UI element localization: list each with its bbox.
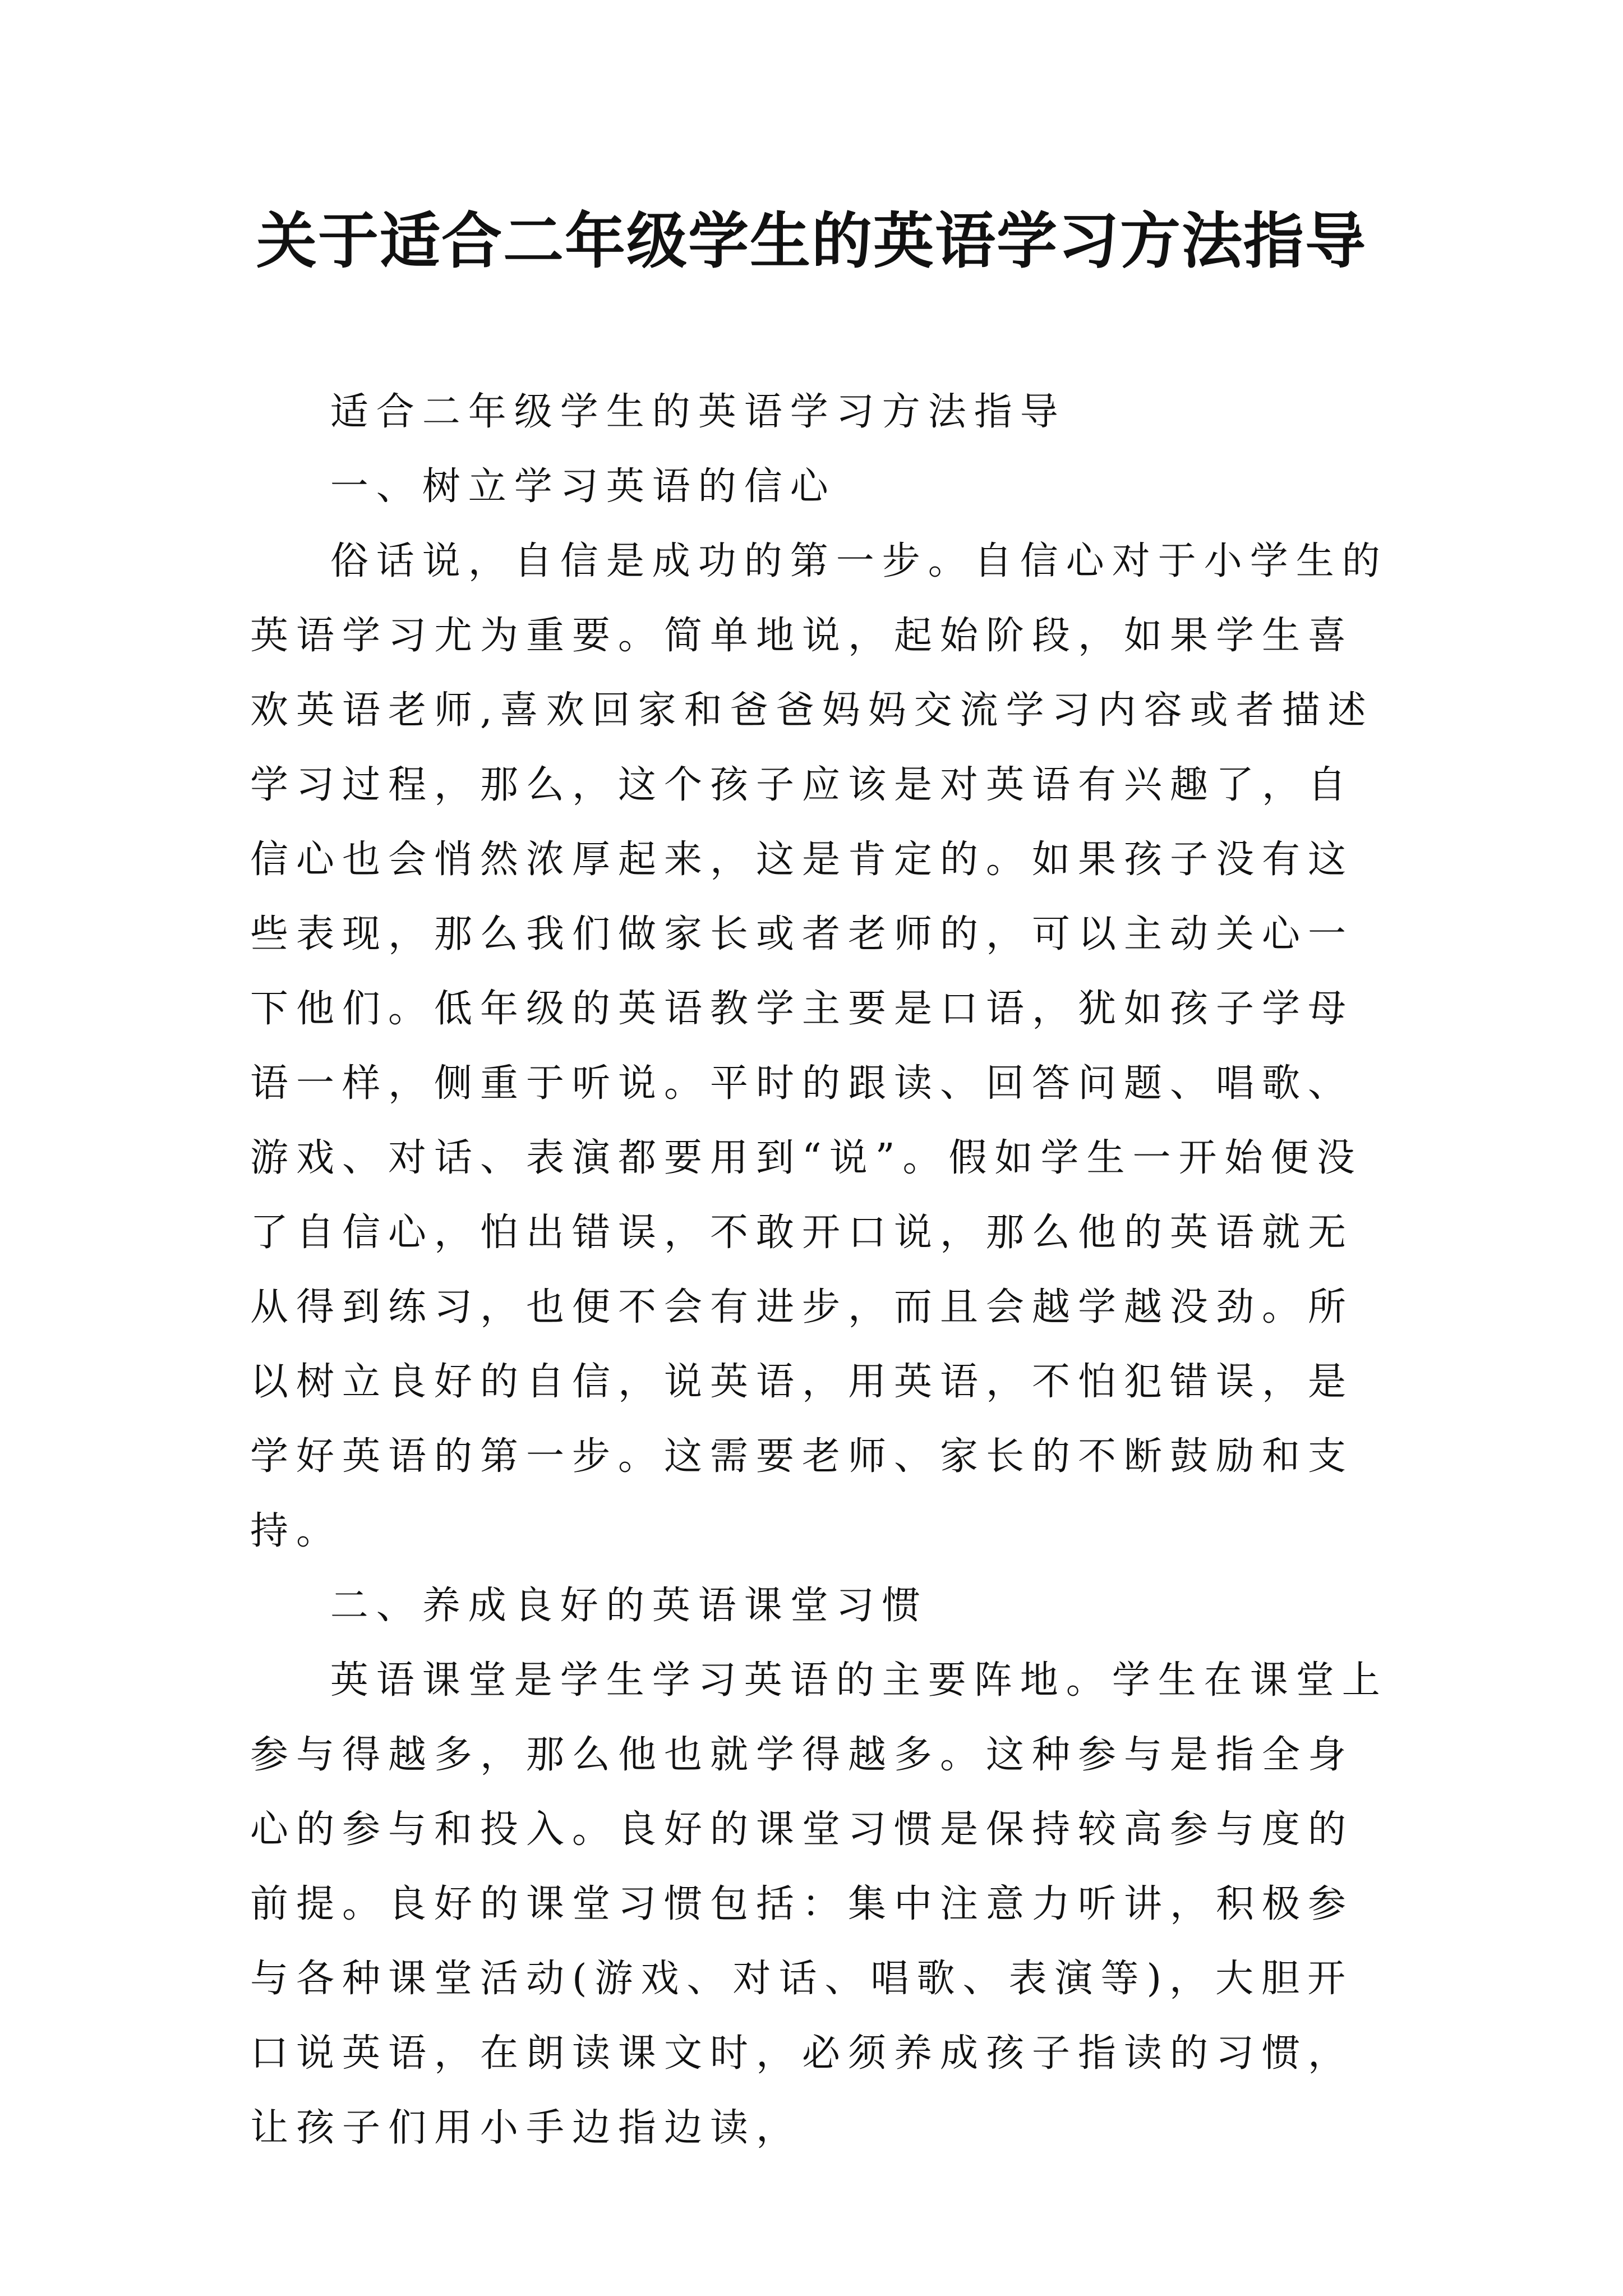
- section-heading-2: 二、养成良好的英语课堂习惯: [330, 1584, 928, 1628]
- document-title: 关于适合二年级学生的英语学习方法指导: [256, 206, 1367, 277]
- body-paragraph-2: 英语课堂是学生学习英语的主要阵地。学生在课堂上参与得越多，那么他也就学得越多。这种参与是指全身心的参与和投入。良好的课堂习惯是保持较高参与度的前提。良好的课堂习惯包括：集中注意力听讲，积极参与各种课堂活动(游戏、对话、唱歌、表演等)，大胆开口说英语，在朗读课文时，必须养成孩子指读的习惯，让孩子们用小手边指边读，: [250, 1658, 1388, 2150]
- document-body: [250, 375, 1394, 2165]
- subtitle-paragraph: 适合二年级学生的英语学习方法指导: [330, 390, 1066, 434]
- section-heading-1: 一、树立学习英语的信心: [330, 464, 836, 509]
- body-paragraph-1: 俗话说，自信是成功的第一步。自信心对于小学生的英语学习尤为重要。简单地说，起始阶段，如果学生喜欢英语老师,喜欢回家和爸爸妈妈交流学习内容或者描述学习过程，那么，这个孩子应该是对英语有兴趣了，自信心也会悄然浓厚起来，这是肯定的。如果孩子没有这些表现，那么我们做家长或者老师的，可以主动关心一下他们。低年级的英语教学主要是口语，犹如孩子学母语一样，侧重于听说。平时的跟读、回答问题、唱歌、游戏、对话、表演都要用到“说”。假如学生一开始便没了自信心，怕出错误，不敢开口说，那么他的英语就无从得到练习，也便不会有进步，而且会越学越没劲。所以树立良好的自信，说英语，用英语，不怕犯错误，是学好英语的第一步。这需要老师、家长的不断鼓励和支持。: [250, 539, 1388, 1553]
